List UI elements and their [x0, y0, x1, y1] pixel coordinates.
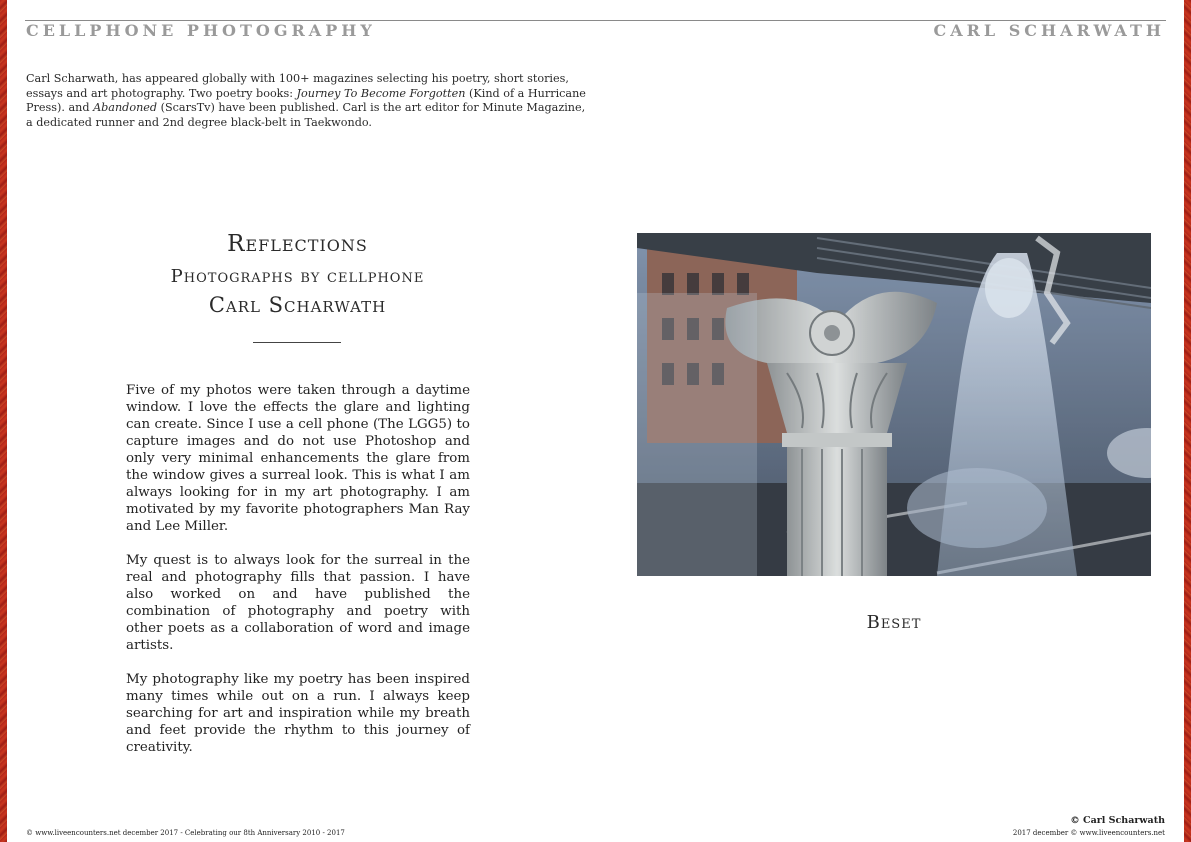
bio-book-1: Journey To Become Forgotten	[296, 86, 466, 100]
article-subtitle: Photographs by cellphone	[170, 266, 425, 287]
body-paragraph: My photography like my poetry has been inspired many times while out on a run. I always keep searching for art and inspiration while my breath and feet provide the rhythm to this journey of creativity.	[126, 672, 470, 755]
body-paragraph: Five of my photos were taken through a daytime window. I love the effects the glare and lighting can create. Since I use a cell phone (The LGG5) to capture images and do not use Photoshop and only very minimal enhancements the glare from the window gives a surreal look. This is what I am always looking for in my art photography. I am motivated by my favorite photographers Man Ray and Lee Miller.	[126, 383, 470, 534]
bio-book-2: Abandoned	[93, 101, 158, 115]
photo-caption: Beset	[866, 612, 922, 633]
photo-beset	[637, 233, 1151, 576]
photo-copyright: © Carl Scharwath	[1070, 815, 1165, 826]
photo-illustration	[637, 233, 1151, 576]
author-bio	[26, 72, 586, 130]
bio-text-1: Carl Scharwath, has appeared globally with 100+ magazines selecting his poetry, short stories, essays and art photography. Two poetry books:	[26, 72, 569, 100]
right-border-strip	[1184, 0, 1191, 842]
left-border-strip	[0, 0, 7, 842]
article-author: Carl Scharwath	[208, 293, 387, 317]
article-title: Reflections	[227, 231, 368, 257]
bio-text-2: (Kind of a Hurricane Press). and	[26, 86, 586, 115]
author-header: CARL SCHARWATH	[933, 21, 1165, 40]
body-paragraph: My quest is to always look for the surreal in the real and photography fills that passion. I have also worked on and have published the combination of photography and poetry with other poets as a collaboration of word and image artists.	[126, 553, 470, 653]
bio-text-3: (ScarsTv) have been published. Carl is the art editor for Minute Magazine, a dedicated runner and 2nd degree black-belt in Taekwondo.	[26, 101, 586, 129]
section-header: CELLPHONE PHOTOGRAPHY	[26, 21, 376, 40]
footer-left: © www.liveencounters.net december 2017 - Celebrating our 8th Anniversary 2010 - 2017	[26, 829, 345, 837]
article-body	[126, 382, 470, 773]
footer-right: 2017 december © www.liveencounters.net	[1012, 829, 1165, 837]
title-divider	[253, 342, 341, 343]
